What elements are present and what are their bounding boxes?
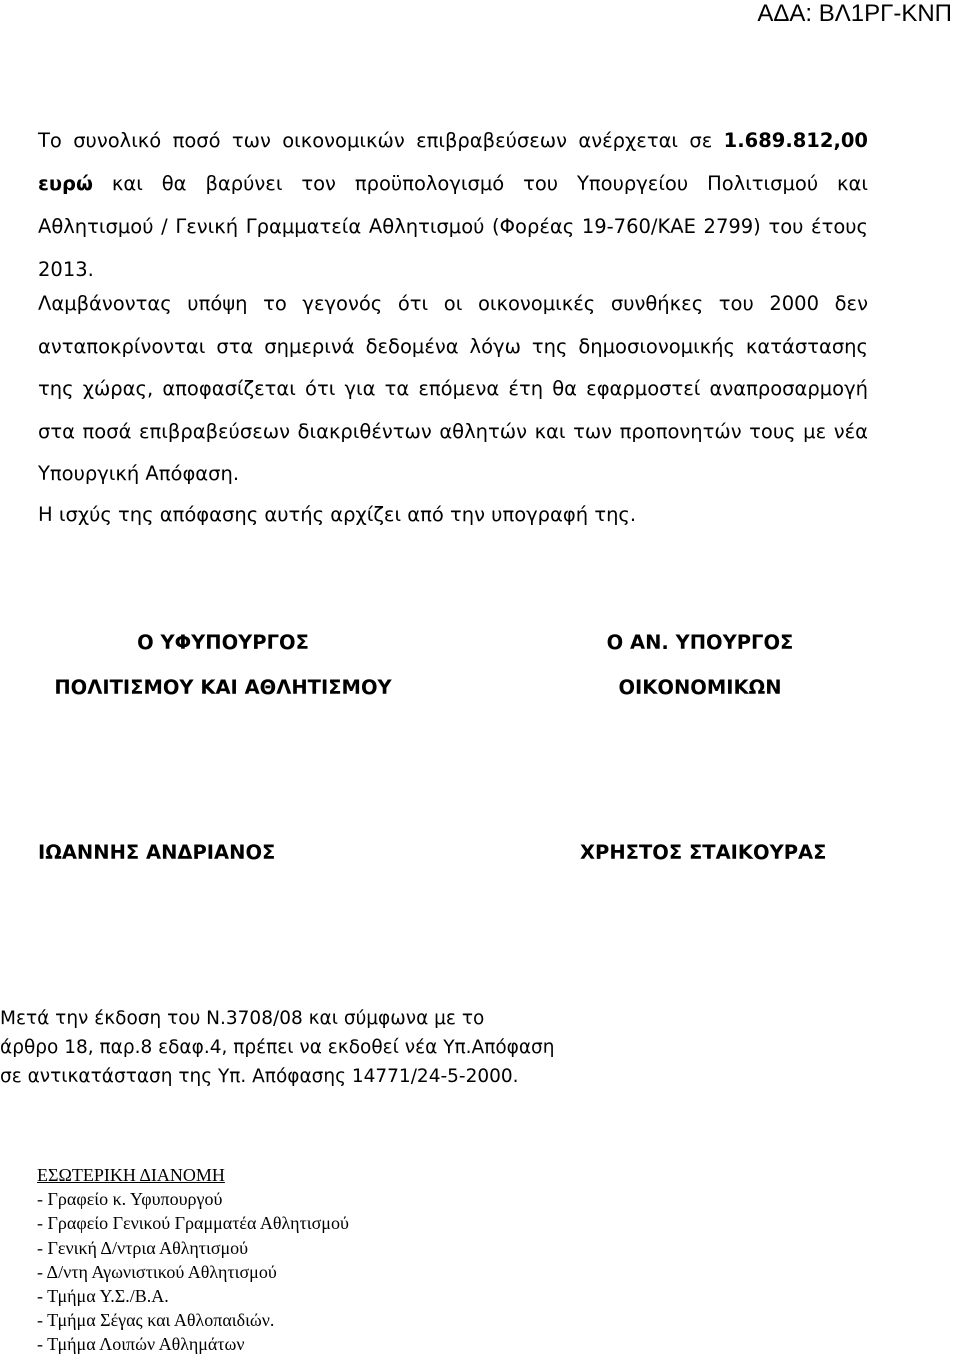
amount-bold: 1.689.812,00 ευρώ (38, 129, 868, 195)
legal-note-line: άρθρο 18, παρ.8 εδαφ.4, πρέπει να εκδοθεί νέα Υπ.Απόφαση (0, 1037, 555, 1058)
left-signatory-name: ΙΩΑΝΝΗΣ ΑΝΔΡΙΑΝΟΣ (38, 841, 276, 864)
left-signatory-title-2: ΠΟΛΙΤΙΣΜΟΥ ΚΑΙ ΑΘΛΗΤΙΣΜΟΥ (54, 676, 392, 699)
distribution-item: - Τμήμα Λοιπών Αθλημάτων (37, 1334, 245, 1355)
signature-block-right (550, 620, 850, 710)
right-signatory-title-1: Ο ΑΝ. ΥΠΟΥΡΓΟΣ (606, 631, 794, 654)
internal-distribution (37, 1163, 349, 1357)
paragraph-budget (38, 119, 868, 291)
paragraph-budget-text-a: Το συνολικό ποσό των οικονομικών επιβραβεύσεων ανέρχεται σε (38, 129, 724, 152)
legal-note (0, 1004, 600, 1091)
paragraph-budget-text-b: και θα βαρύνει τον προϋπολογισμό του Υπουργείου Πολιτισμού και Αθλητισμού / Γενική Γραμματεία Αθλητισμού (Φορέας 19-760/ΚΑΕ 2799) του έτους 2013. (38, 172, 868, 281)
legal-note-line: Μετά την έκδοση του Ν.3708/08 και σύμφωνα με το (0, 1008, 485, 1029)
paragraph-adjustment: Λαμβάνοντας υπόψη το γεγονός ότι οι οικονομικές συνθήκες του 2000 δεν ανταποκρίνονται στα σημερινά δεδομένα λόγω της δημοσιονομικής κατάστασης της χώρας, αποφασίζεται ότι για τα επόμενα έτη θα εφαρμοστεί αναπροσαρμογή στα ποσά επιβραβεύσεων διακριθέντων αθλητών και των προπονητών τους με νέα Υπουργική Απόφαση. (38, 292, 868, 485)
right-signatory-title-2: ΟΙΚΟΝΟΜΙΚΩΝ (618, 676, 782, 699)
paragraph-validity: Η ισχύς της απόφασης αυτής αρχίζει από την υπογραφή της. (38, 503, 637, 526)
ada-code: ΑΔΑ: ΒΛ1ΡΓ-ΚΝΠ (757, 0, 952, 27)
distribution-item: - Τμήμα Υ.Σ./Β.Α. (37, 1286, 169, 1307)
distribution-item: - Τμήμα Σέγας και Αθλοπαιδιών. (37, 1310, 275, 1331)
signature-block-left (38, 620, 408, 710)
left-signatory-title-1: Ο ΥΦΥΠΟΥΡΓΟΣ (137, 631, 309, 654)
distribution-item: - Γραφείο κ. Υφυπουργού (37, 1189, 223, 1210)
right-signatory-name: ΧΡΗΣΤΟΣ ΣΤΑΙΚΟΥΡΑΣ (580, 841, 827, 864)
distribution-item: - Γενική Δ/ντρια Αθλητισμού (37, 1237, 249, 1258)
legal-note-line: σε αντικατάσταση της Υπ. Απόφασης 14771/24-5-2000. (0, 1066, 519, 1087)
distribution-item: - Γραφείο Γενικού Γραμματέα Αθλητισμού (37, 1213, 349, 1234)
distribution-title: ΕΣΩΤΕΡΙΚΗ ΔΙΑΝΟΜΗ (37, 1165, 225, 1185)
distribution-item: - Δ/ντη Αγωνιστικού Αθλητισμού (37, 1261, 277, 1282)
